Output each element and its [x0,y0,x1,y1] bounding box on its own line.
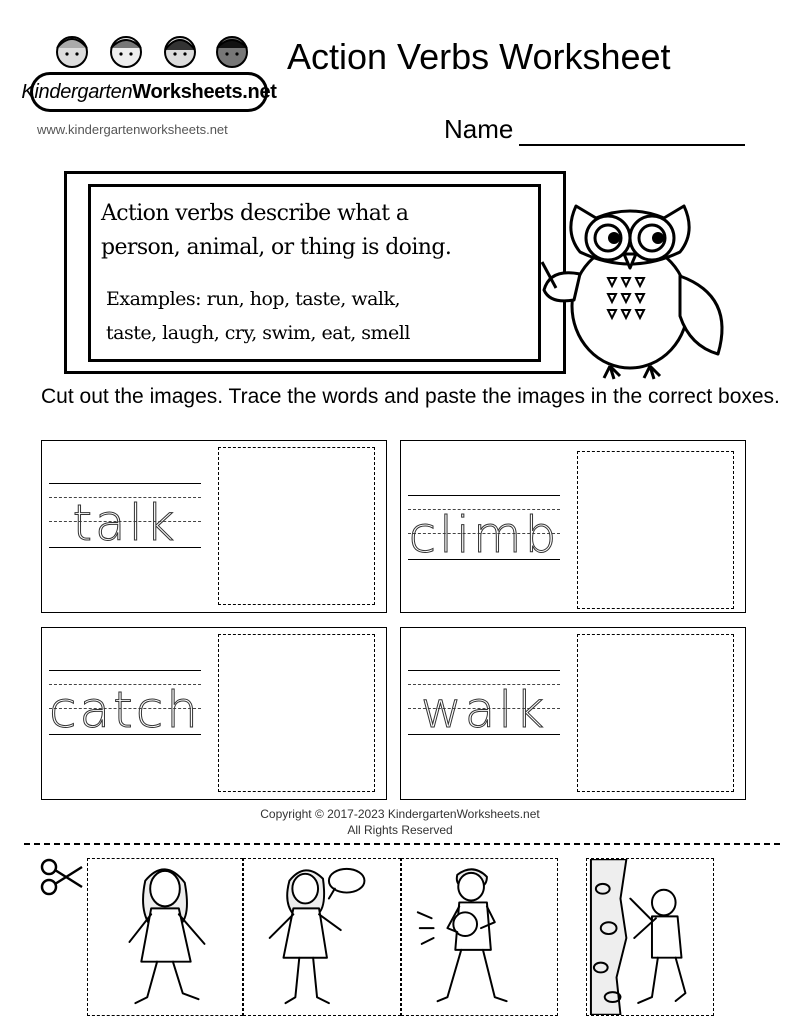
copyright-line-1: Copyright © 2017-2023 KindergartenWorksheets.net [260,807,540,821]
boy-climbing-icon [587,859,713,1015]
word-card-climb [400,440,746,613]
trace-area [408,681,560,739]
kids-faces-icon [44,28,259,74]
page-title: Action Verbs Worksheet [287,36,671,77]
trace-area [49,494,201,552]
site-logo [21,28,277,114]
girl-walking-icon [88,859,242,1015]
writing-line [408,670,560,671]
examples-line-2: taste, laugh, cry, swim, eat, smell [106,322,410,344]
trace-word: climb [408,506,560,564]
copyright-line-2: All Rights Reserved [347,823,453,837]
cutout-girl-walking[interactable] [87,858,243,1016]
logo-text [21,72,277,112]
name-line [519,144,745,146]
paste-box[interactable] [577,451,734,609]
paste-box[interactable] [218,447,375,605]
definition-line-2: person, animal, or thing is doing. [101,235,452,260]
instructions-text: Cut out the images. Trace the words and paste the images in the correct boxes. [41,385,780,408]
trace-word: catch [49,681,201,739]
logo-text-part1: Kindergarten [21,80,133,103]
word-card-catch [41,627,387,800]
cutout-girl-talking[interactable] [243,858,401,1016]
writing-line [408,495,560,496]
scissors-icon [38,857,84,897]
copyright [0,806,800,838]
trace-area [49,681,201,739]
trace-word: talk [72,494,178,552]
cutout-boy-catching[interactable] [401,858,558,1016]
writing-line [49,483,201,484]
word-card-talk [41,440,387,613]
definition-text [101,197,541,265]
examples-text [106,282,526,350]
paste-box[interactable] [577,634,734,792]
cutout-boy-climbing[interactable] [586,858,714,1016]
girl-talking-icon [244,859,400,1015]
cut-line [24,843,780,845]
trace-area [408,506,560,564]
examples-line-1: Examples: run, hop, taste, walk, [106,288,401,310]
boy-catching-ball-icon [402,859,557,1015]
owl-teacher-icon [530,176,740,382]
logo-text-part2: Worksheets.net [132,80,277,103]
name-label: Name [444,114,514,144]
paste-box[interactable] [218,634,375,792]
trace-word: walk [420,681,548,739]
word-card-walk [400,627,746,800]
writing-line [49,670,201,671]
site-url[interactable]: www.kindergartenworksheets.net [37,122,228,137]
definition-line-1: Action verbs describe what a [101,201,409,226]
